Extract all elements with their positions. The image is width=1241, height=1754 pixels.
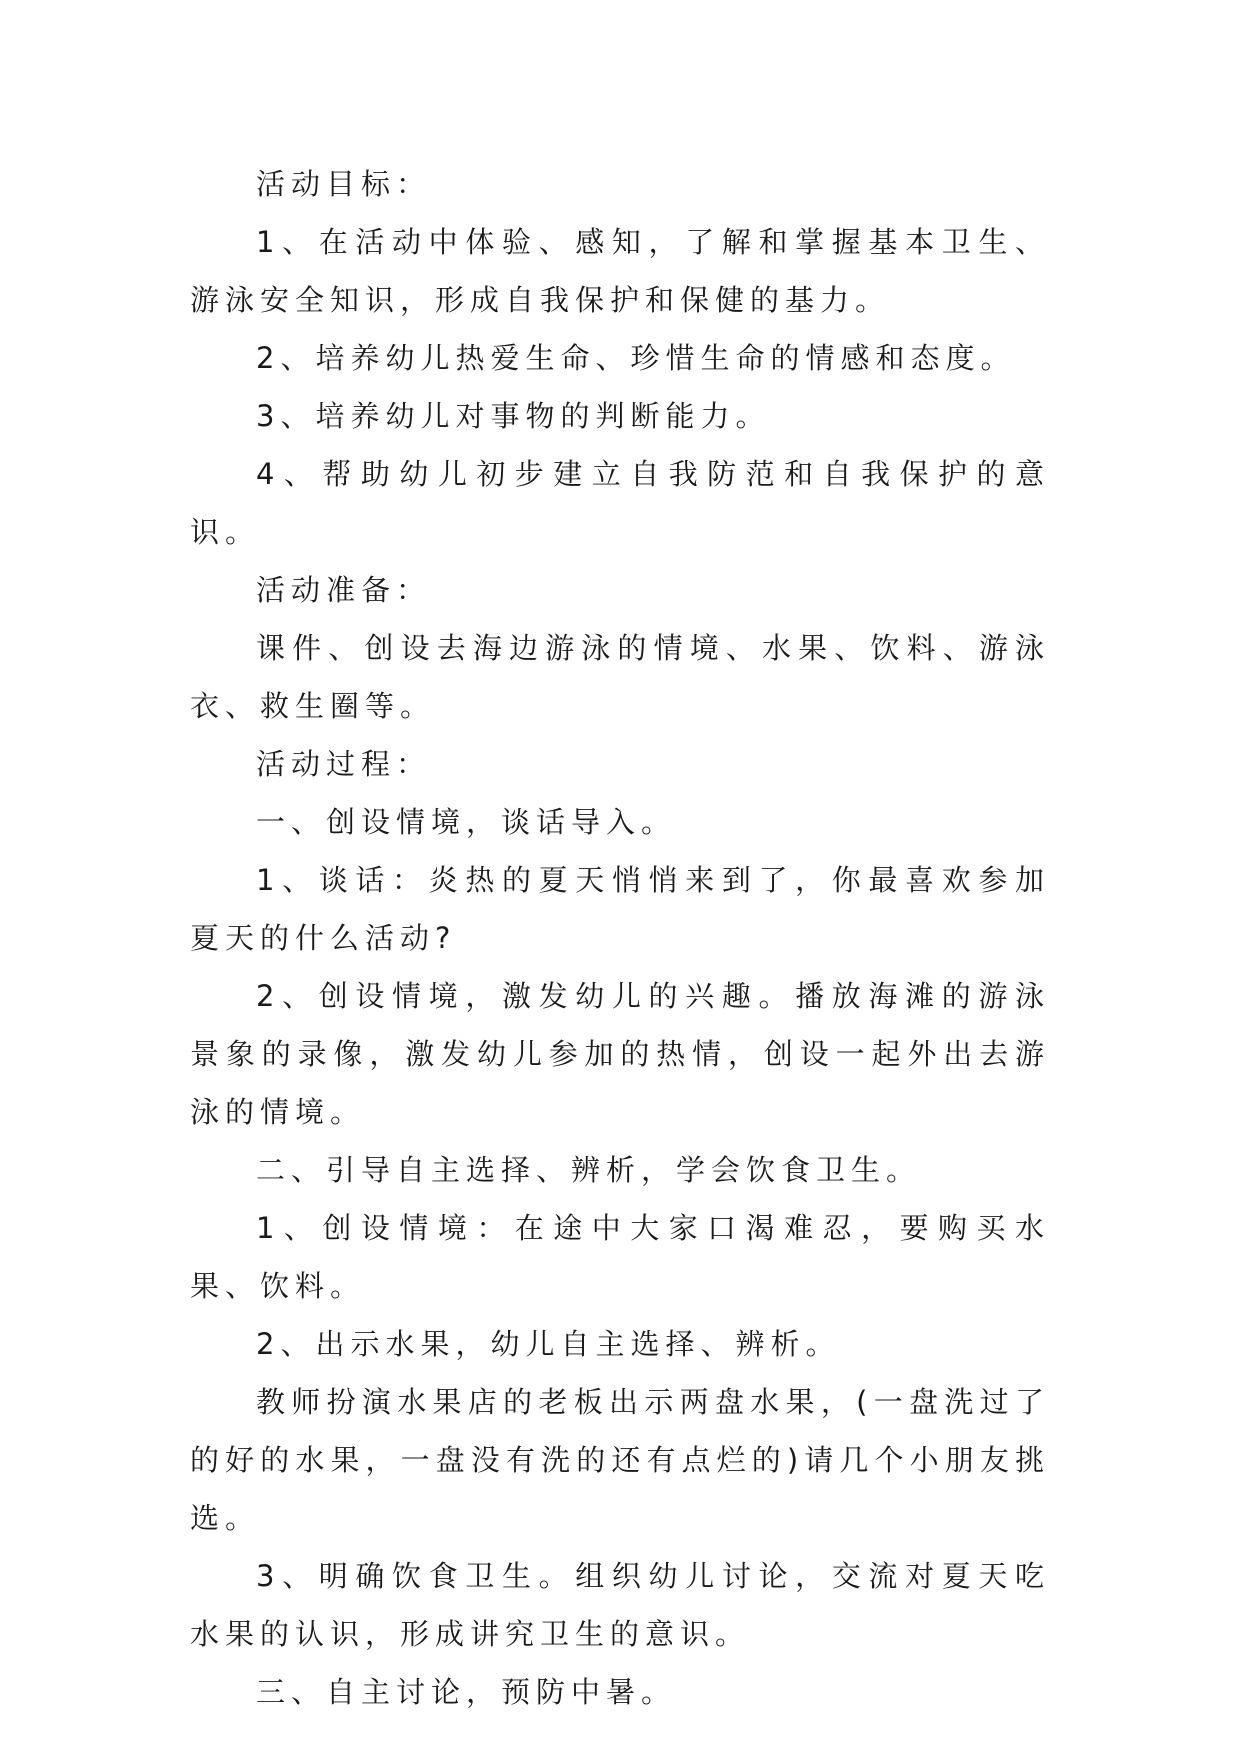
section-heading-preparation: 活动准备：: [256, 573, 432, 607]
preparation-text: 课件、创设去海边游泳的情境、水果、饮料、游泳衣、救生圈等。: [190, 631, 1050, 723]
process-step-2-detail: 教师扮演水果店的老板出示两盘水果，(一盘洗过了的好的水果，一盘没有洗的还有点烂的)请几个小朋友挑选。: [190, 1385, 1050, 1535]
process-step-1-heading: 一、创设情境，谈话导入。: [256, 805, 677, 839]
goal-item-2: 2、培养幼儿热爱生命、珍惜生命的情感和态度。: [256, 341, 1016, 375]
process-step-3-heading: 三、自主讨论，预防中暑。: [256, 1675, 677, 1709]
process-step-2-heading: 二、引导自主选择、辨析，学会饮食卫生。: [256, 1153, 922, 1187]
process-step-1-item-2: 2、创设情境，激发幼儿的兴趣。播放海滩的游泳景象的录像，激发幼儿参加的热情，创设一起外出去游泳的情境。: [190, 979, 1050, 1129]
process-step-2-item-2: 2、出示水果，幼儿自主选择、辨析。: [256, 1327, 841, 1361]
process-step-2-item-1: 1、创设情境：在途中大家口渴难忍，要购买水果、饮料。: [190, 1211, 1050, 1303]
goal-item-4: 4、帮助幼儿初步建立自我防范和自我保护的意识。: [190, 457, 1050, 549]
section-heading-process: 活动过程：: [256, 747, 432, 781]
goal-item-3: 3、培养幼儿对事物的判断能力。: [256, 399, 771, 433]
document-body: [190, 155, 1050, 1721]
section-heading-goals: 活动目标：: [256, 167, 432, 201]
goal-item-1: 1、在活动中体验、感知，了解和掌握基本卫生、游泳安全知识，形成自我保护和保健的基力。: [190, 225, 1050, 317]
process-step-1-item-1: 1、谈话：炎热的夏天悄悄来到了，你最喜欢参加夏天的什么活动?: [190, 863, 1050, 955]
process-step-2-item-3: 3、明确饮食卫生。组织幼儿讨论，交流对夏天吃水果的认识，形成讲究卫生的意识。: [190, 1559, 1050, 1651]
